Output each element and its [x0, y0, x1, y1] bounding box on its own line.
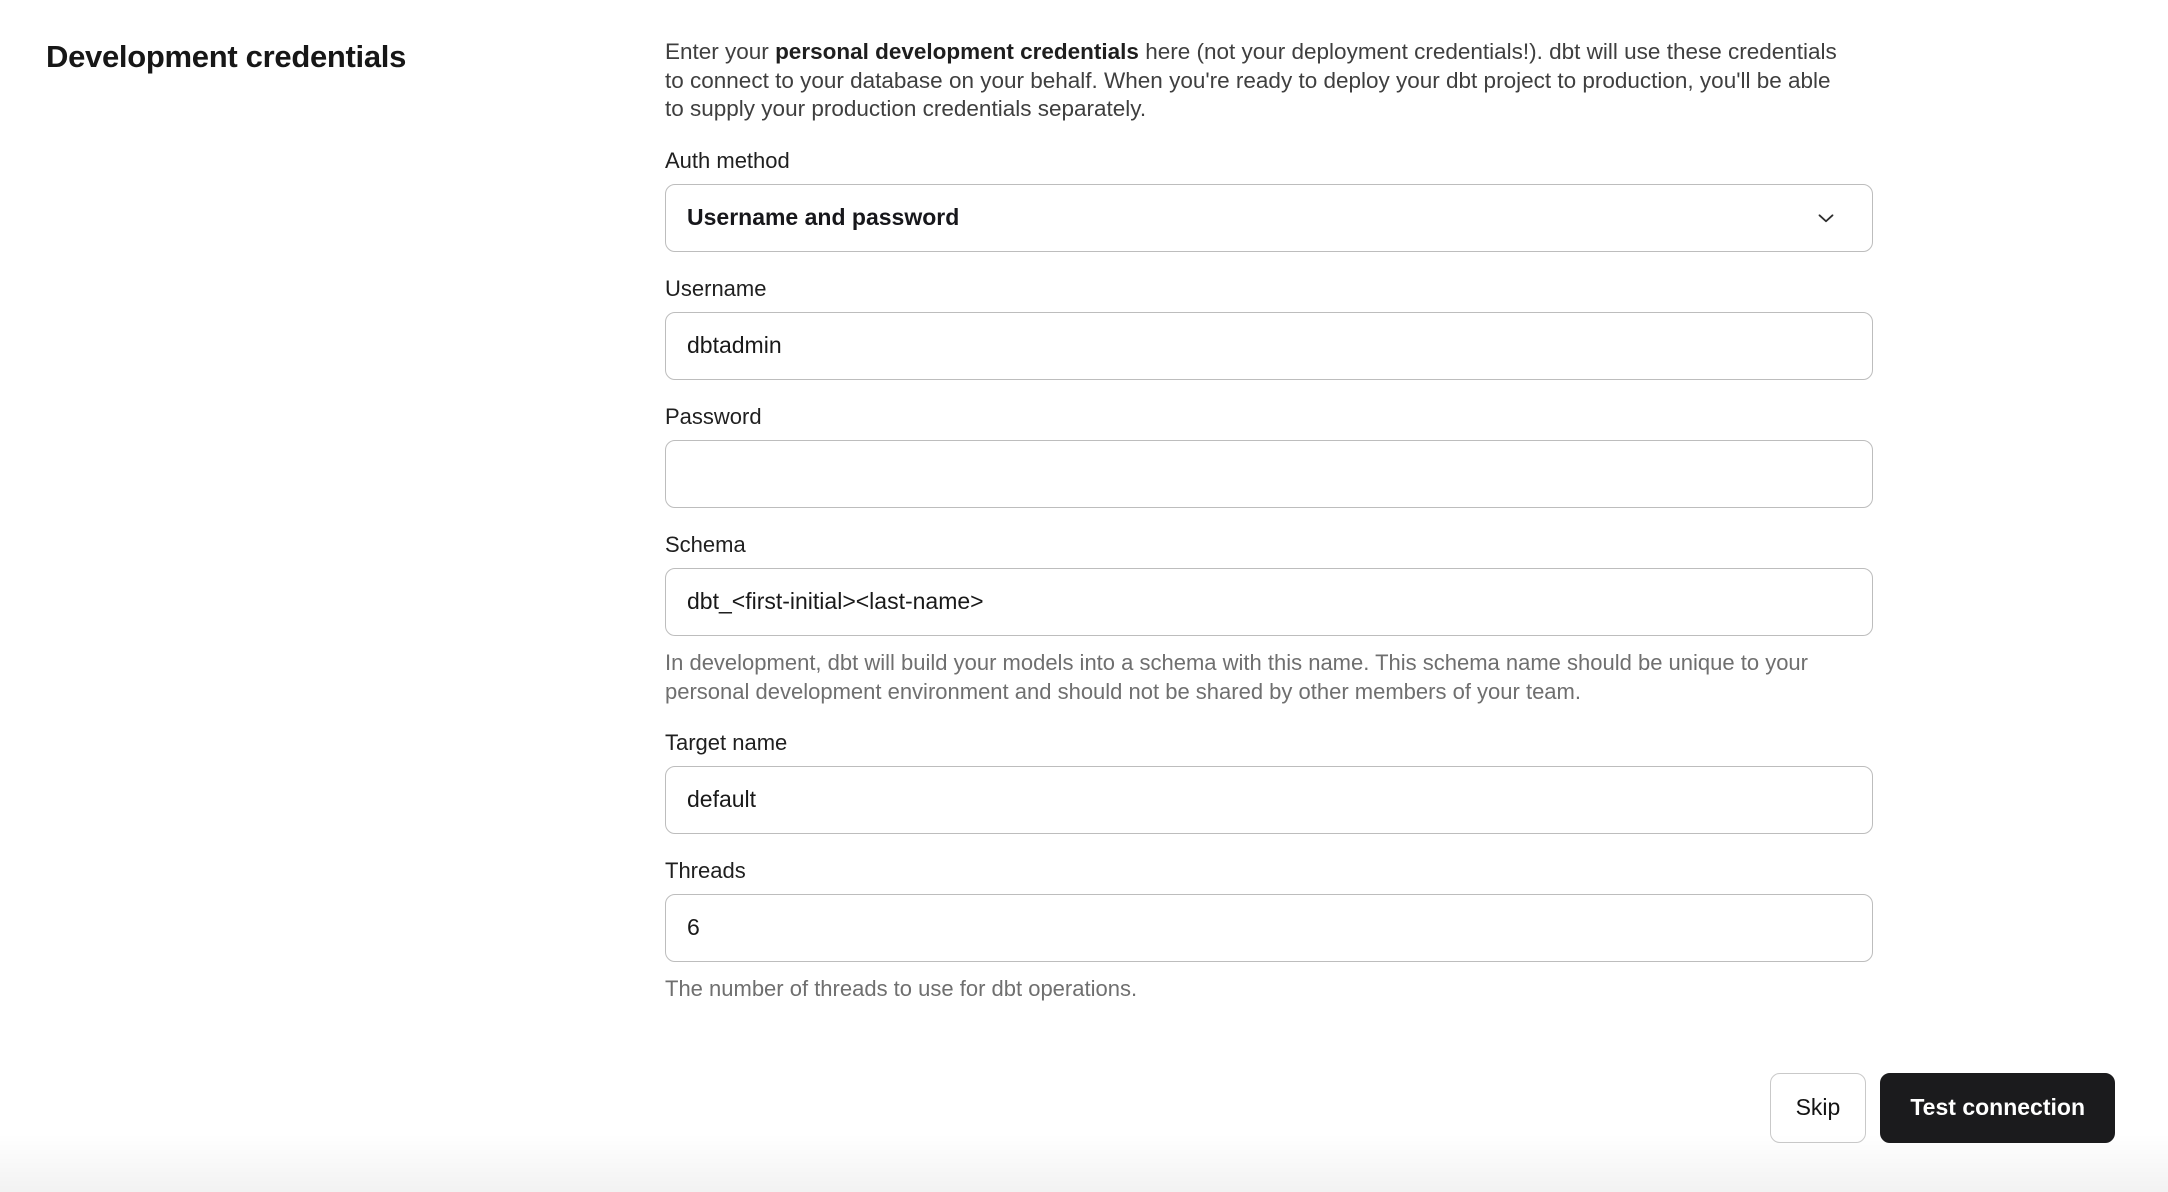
threads-label: Threads [665, 857, 746, 883]
schema-input[interactable] [665, 568, 1873, 636]
threads-helper-text: The number of threads to use for dbt operations. [665, 975, 1138, 1001]
chevron-down-icon [1813, 205, 1839, 231]
auth-method-select[interactable] [665, 184, 1873, 252]
username-label: Username [665, 275, 767, 301]
bottom-fade-gradient [0, 1134, 2168, 1192]
description-prefix: Enter your [665, 39, 776, 64]
password-input[interactable] [665, 440, 1873, 508]
username-input[interactable] [665, 312, 1873, 380]
skip-button[interactable]: Skip [1770, 1073, 1867, 1143]
section-description [665, 38, 1840, 124]
description-suffix: here (not your deployment credentials!). dbt will use these credentials to connect to your database on your behalf. When you're ready to deploy your dbt project to production, you'll be able to supply your production credentials separately. [665, 39, 1837, 121]
section-title-column [46, 38, 665, 1003]
schema-field [665, 532, 1873, 706]
auth-method-label: Auth method [665, 147, 790, 173]
test-connection-button[interactable]: Test connection [1880, 1073, 2115, 1143]
auth-method-field [665, 148, 1873, 252]
description-bold: personal development credentials [775, 39, 1139, 64]
target-name-label: Target name [665, 729, 788, 755]
schema-label: Schema [665, 531, 746, 557]
threads-input[interactable] [665, 894, 1873, 962]
credentials-form [665, 38, 1873, 1003]
auth-method-selected-value: Username and password [687, 204, 960, 230]
page-title: Development credentials [46, 39, 407, 74]
schema-helper-text: In development, dbt will build your models into a schema with this name. This schema name should be unique to your personal development environment and should not be shared by other members of your team. [665, 649, 1808, 704]
password-field [665, 404, 1873, 508]
password-label: Password [665, 403, 762, 429]
target-name-field [665, 730, 1873, 834]
target-name-input[interactable] [665, 766, 1873, 834]
username-field [665, 276, 1873, 380]
form-footer [0, 1073, 2168, 1143]
threads-field [665, 858, 1873, 1003]
